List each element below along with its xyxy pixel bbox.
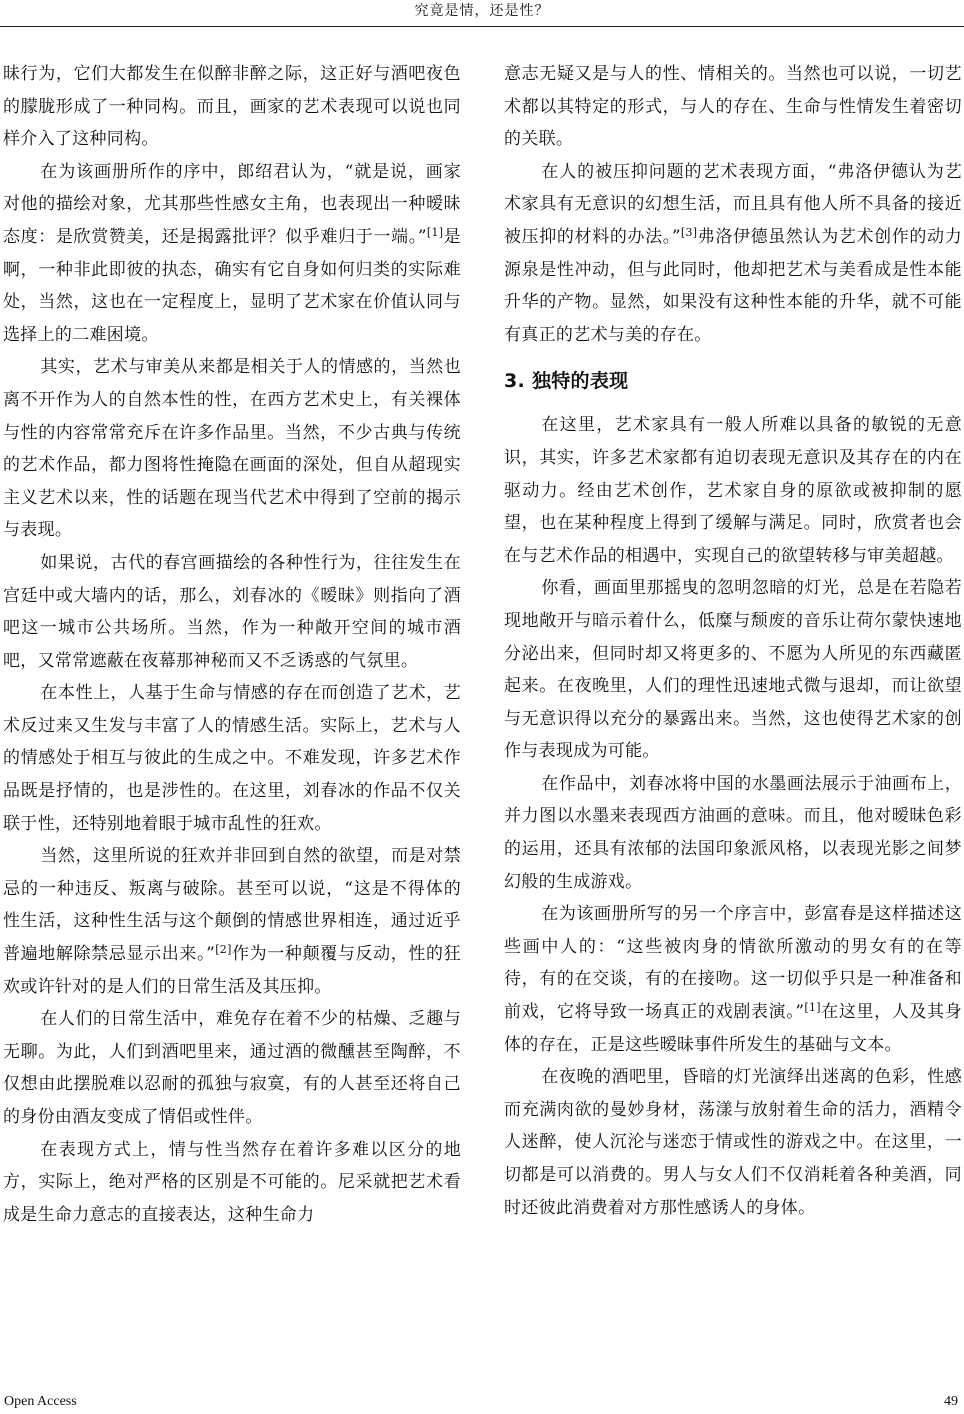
paragraph: 在人们的日常生活中，难免存在着不少的枯燥、乏趣与无聊。为此，人们到酒吧里来，通过酒的微醺甚至陶醉，不仅想由此摆脱难以忍耐的孤独与寂寞，有的人甚至还将自己的身份由酒友变成了情侣或性伴。 — [3, 1009, 461, 1127]
running-head-title: 究竟是情，还是性？ — [414, 3, 550, 19]
paragraph — [504, 156, 962, 352]
citation-ref[interactable]: [1] — [426, 225, 444, 239]
left-column — [3, 58, 461, 1231]
citation-ref[interactable]: [3] — [680, 225, 698, 239]
paragraph-text: 当然，这里所说的狂欢并非回到自然的欲望，而是对禁忌的一种违反、叛离与破除。甚至可以说，“这是不得体的性生活，这种性生活与这个颠倒的情感世界相连，通过近乎普遍地解除禁忌显示出来。” — [3, 846, 461, 965]
paragraph: 在夜晚的酒吧里，昏暗的灯光演绎出迷离的色彩，性感而充满肉欲的曼妙身材，荡漾与放射着生命的活力，酒精令人迷醉，使人沉沦与迷恋于情或性的游戏之中。在这里，一切都是可以消费的。男人与女人们不仅消耗着各种美酒，同时还彼此消费着对方那性感诱人的身体。 — [504, 1067, 962, 1218]
paragraph-text: 是啊，一种非此即彼的执态，确实有它自身如何归类的实际难处，当然，这也在一定程度上，显明了艺术家在价值认同与选择上的二难困境。 — [3, 226, 461, 345]
paragraph-text: 在人的被压抑问题的艺术表现方面，“弗洛伊德认为艺术家具有无意识的幻想生活，而且具有他人所不具备的接近被压抑的材料的办法。” — [504, 161, 962, 247]
paragraph-text: 弗洛伊德虽然认为艺术创作的动力源泉是性冲动，但与此同时，他却把艺术与美看成是性本能升华的产物。显然，如果没有这种性本能的升华，就不可能有真正的艺术与美的存在。 — [504, 226, 962, 345]
paragraph: 在作品中，刘春冰将中国的水墨画法展示于油画布上，并力图以水墨来表现西方油画的意味。而且，他对暧昧色彩的运用，还具有浓郁的法国印象派风格，以表现光影之间梦幻般的生成游戏。 — [504, 773, 962, 892]
paragraph — [504, 898, 962, 1061]
paragraph: 在表现方式上，情与性当然存在着许多难以区分的地方，实际上，绝对严格的区别是不可能的。尼采就把艺术看成是生命力意志的直接表达，这种生命力 — [3, 1139, 461, 1225]
paragraph-text: 在为该画册所作的序中，郎绍君认为，“就是说，画家对他的描绘对象，尤其那些性感女主角，也表现出一种暧昧态度：是欣赏赞美，还是揭露批评？似乎难归于一端。” — [3, 161, 461, 247]
page-number: 49 — [944, 1394, 958, 1409]
section-heading: 3. 独特的表现 — [504, 370, 629, 393]
paragraph — [3, 156, 461, 352]
footer-open-access: Open Access — [4, 1394, 77, 1409]
citation-ref[interactable]: [1] — [804, 1001, 821, 1015]
paragraph: 你看，画面里那摇曳的忽明忽暗的灯光，总是在若隐若现地敞开与暗示着什么，低糜与颓废的音乐让荷尔蒙快速地分泌出来，但同时却又将更多的、不愿为人所见的东西藏匿起来。在夜晚里，人们的理性迅速地式微与退却，而让欲望与无意识得以充分的暴露出来。当然，这也使得艺术家的创作与表现成为可能。 — [504, 578, 962, 762]
running-head — [0, 0, 964, 27]
paragraph: 其实，艺术与审美从来都是相关于人的情感的，当然也离不开作为人的自然本性的性，在西方艺术史上，有关裸体与性的内容常常充斥在许多作品里。当然，不少古典与传统的艺术作品，都力图将性掩隐在画面的深处，但自从超现实主义艺术以来，性的话题在现当代艺术中得到了空前的揭示与表现。 — [3, 357, 461, 541]
right-column — [504, 58, 962, 1224]
paragraph: 在这里，艺术家具有一般人所难以具备的敏锐的无意识，其实，许多艺术家都有迫切表现无意识及其存在的内在驱动力。经由艺术创作，艺术家自身的原欲或被抑制的愿望，也在某种程度上得到了缓解与满足。同时，欣赏者也会在与艺术作品的相遇中，实现自己的欲望转移与审美超越。 — [504, 415, 962, 566]
paragraph: 意志无疑又是与人的性、情相关的。当然也可以说，一切艺术都以其特定的形式，与人的存在、生命与性情发生着密切的关联。 — [504, 64, 962, 150]
paragraph-text: 在为该画册所写的另一个序言中，彭富春是这样描述这些画中人的：“这些被肉身的情欲所激动的男女有的在等待，有的在交谈，有的在接吻。这一切似乎只是一种准备和前戏，它将导致一场真正的戏剧表演。” — [504, 904, 962, 1023]
citation-ref[interactable]: [2] — [215, 943, 232, 957]
paragraph: 如果说，古代的春宫画描绘的各种性行为，往往发生在宫廷中或大墙内的话，那么，刘春冰的《暧昧》则指向了酒吧这一城市公共场所。当然，作为一种敞开空间的城市酒吧，又常常遮蔽在夜幕那神秘而又不乏诱惑的气氛里。 — [3, 552, 461, 671]
paragraph-text: 作为一种颠覆与反动，性的狂欢或许针对的是人们的日常生活及其压抑。 — [3, 944, 461, 997]
paragraph: 昧行为，它们大都发生在似醉非醉之际，这正好与酒吧夜色的朦胧形成了一种同构。而且，画家的艺术表现可以说也同样介入了这种同构。 — [3, 64, 461, 150]
paragraph: 在本性上，人基于生命与情感的存在而创造了艺术，艺术反过来又生发与丰富了人的情感生活。实际上，艺术与人的情感处于相互与彼此的生成之中。不难发现，许多艺术作品既是抒情的，也是涉性的。在这里，刘春冰的作品不仅关联于性，还特别地着眼于城市乱性的狂欢。 — [3, 683, 461, 834]
paragraph — [3, 840, 461, 1003]
paragraph-text: 在这里，人及其身体的存在，正是这些暧昧事件所发生的基础与文本。 — [504, 1002, 962, 1055]
